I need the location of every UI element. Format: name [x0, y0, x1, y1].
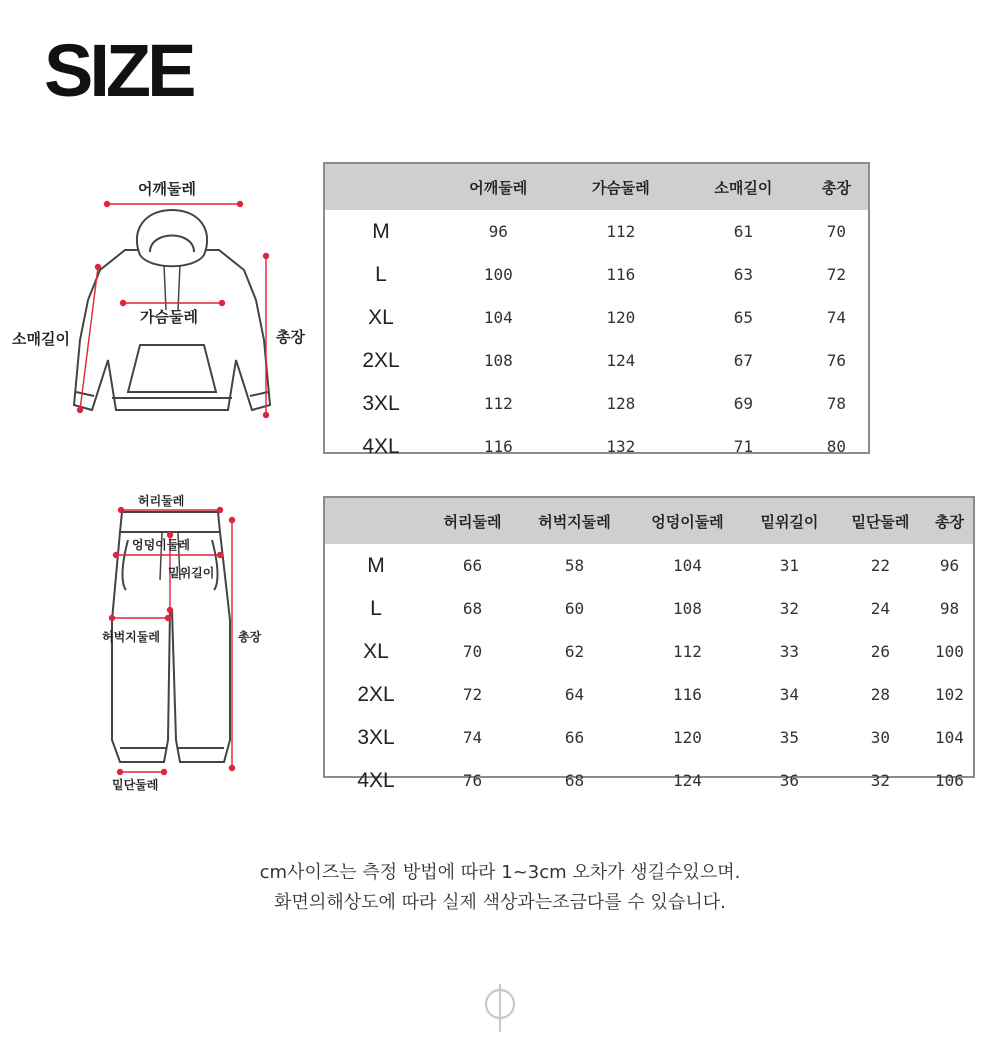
value-cell: 68: [564, 771, 585, 790]
label-waist: 허리둘레: [138, 494, 185, 508]
hoodie-diagram: [0, 170, 320, 450]
size-cell: 4XL: [362, 434, 400, 458]
header-cell: 밑위길이: [744, 498, 835, 544]
header-cell: 총장: [805, 164, 868, 210]
size-cell: L: [370, 596, 382, 620]
size-cell: L: [375, 262, 387, 286]
value-cell: 33: [779, 642, 800, 661]
value-cell: 124: [606, 351, 636, 370]
value-cell: 108: [483, 351, 513, 370]
size-cell: XL: [368, 305, 394, 329]
header-cell: 총장: [926, 498, 973, 544]
table-row: [325, 339, 868, 382]
label-rise: 밑위길이: [168, 566, 215, 580]
value-cell: 22: [870, 556, 891, 575]
value-cell: 36: [779, 771, 800, 790]
label-hem: 밑단둘레: [112, 778, 159, 792]
label-sleeve: 소매길이: [12, 330, 70, 348]
value-cell: 30: [870, 728, 891, 747]
value-cell: 120: [673, 728, 702, 747]
value-cell: 108: [673, 599, 702, 618]
value-cell: 66: [462, 556, 483, 575]
top-size-table: [323, 162, 870, 458]
jogger-pants-outline-icon: [90, 490, 290, 800]
table-row: [325, 296, 868, 339]
header-cell: 엉덩이둘레: [631, 498, 744, 544]
size-cell: 3XL: [362, 391, 400, 415]
value-cell: 26: [870, 642, 891, 661]
value-cell: 78: [826, 394, 846, 413]
value-cell: 80: [826, 437, 846, 456]
table-row: [325, 425, 868, 468]
note-line-1: cm사이즈는 측정 방법에 따라 1~3cm 오차가 생길수있으며.: [259, 862, 741, 883]
table-row: [325, 716, 973, 759]
value-cell: 61: [733, 222, 753, 241]
table-row: [325, 673, 973, 716]
value-cell: 116: [606, 265, 636, 284]
header-cell: 소매길이: [682, 164, 805, 210]
table-row: [325, 382, 868, 425]
table-header-row: [325, 164, 868, 210]
table-row: [325, 759, 973, 802]
value-cell: 28: [870, 685, 891, 704]
table-row: [325, 253, 868, 296]
value-cell: 96: [939, 556, 960, 575]
value-cell: 76: [462, 771, 483, 790]
size-cell: 2XL: [362, 348, 400, 372]
table-row: [325, 587, 973, 630]
header-cell: 허벅지둘레: [518, 498, 631, 544]
label-chest: 가슴둘레: [140, 308, 198, 326]
value-cell: 31: [779, 556, 800, 575]
page-title: SIZE: [44, 29, 193, 112]
table-row: [325, 544, 973, 587]
header-cell: 어깨둘레: [437, 164, 560, 210]
header-cell: 가슴둘레: [560, 164, 683, 210]
value-cell: 116: [483, 437, 513, 456]
value-cell: 64: [564, 685, 585, 704]
size-cell: XL: [363, 639, 389, 663]
value-cell: 65: [733, 308, 753, 327]
note-line-2: 화면의해상도에 따라 실제 색상과는조금다를 수 있습니다.: [274, 892, 726, 913]
value-cell: 112: [673, 642, 702, 661]
value-cell: 116: [673, 685, 702, 704]
bottom-size-table: [323, 496, 975, 792]
header-cell: 허리둘레: [427, 498, 518, 544]
value-cell: 70: [826, 222, 846, 241]
size-cell: 3XL: [357, 725, 395, 749]
value-cell: 98: [939, 599, 960, 618]
value-cell: 120: [606, 308, 636, 327]
value-cell: 71: [733, 437, 753, 456]
value-cell: 66: [564, 728, 585, 747]
size-cell: 4XL: [357, 768, 395, 792]
label-shoulder: 어깨둘레: [138, 180, 196, 198]
value-cell: 69: [733, 394, 753, 413]
table-row: [325, 210, 868, 253]
value-cell: 102: [935, 685, 964, 704]
table-row: [325, 630, 973, 673]
value-cell: 32: [870, 771, 891, 790]
label-hip: 엉덩이둘레: [132, 538, 190, 552]
header-cell: [325, 498, 427, 544]
value-cell: 72: [462, 685, 483, 704]
value-cell: 60: [564, 599, 585, 618]
brand-logo-icon: [477, 980, 523, 1040]
value-cell: 67: [733, 351, 753, 370]
label-length: 총장: [276, 328, 305, 346]
value-cell: 100: [483, 265, 513, 284]
value-cell: 24: [870, 599, 891, 618]
value-cell: 104: [483, 308, 513, 327]
header-cell: 밑단둘레: [835, 498, 926, 544]
value-cell: 96: [488, 222, 508, 241]
value-cell: 112: [606, 222, 636, 241]
value-cell: 72: [826, 265, 846, 284]
value-cell: 70: [462, 642, 483, 661]
table-header-row: [325, 498, 973, 544]
value-cell: 74: [462, 728, 483, 747]
value-cell: 112: [483, 394, 513, 413]
value-cell: 128: [606, 394, 636, 413]
value-cell: 63: [733, 265, 753, 284]
value-cell: 76: [826, 351, 846, 370]
value-cell: 74: [826, 308, 846, 327]
value-cell: 34: [779, 685, 800, 704]
value-cell: 58: [564, 556, 585, 575]
value-cell: 132: [606, 437, 636, 456]
size-cell: 2XL: [357, 682, 395, 706]
value-cell: 104: [673, 556, 702, 575]
label-thigh: 허벅지둘레: [102, 630, 160, 644]
value-cell: 104: [935, 728, 964, 747]
value-cell: 32: [779, 599, 800, 618]
size-cell: M: [367, 553, 385, 577]
value-cell: 62: [564, 642, 585, 661]
value-cell: 106: [935, 771, 964, 790]
value-cell: 35: [779, 728, 800, 747]
value-cell: 124: [673, 771, 702, 790]
size-cell: M: [372, 219, 390, 243]
pants-diagram: [90, 490, 290, 800]
value-cell: 100: [935, 642, 964, 661]
value-cell: 68: [462, 599, 483, 618]
header-cell: [325, 164, 437, 210]
label-pants-length: 총장: [238, 630, 262, 644]
